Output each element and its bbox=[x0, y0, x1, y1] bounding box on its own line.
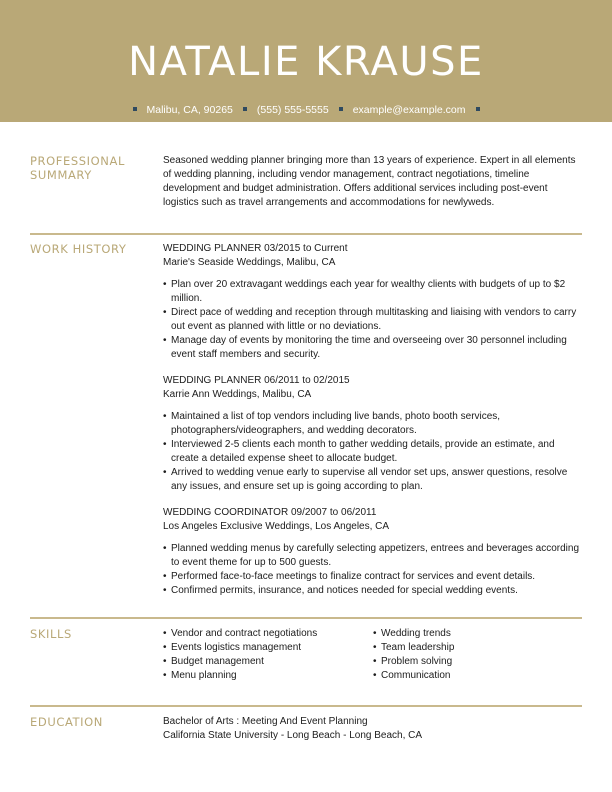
education-label: EDUCATION bbox=[30, 715, 104, 729]
skill-item: • Budget management bbox=[163, 655, 373, 669]
skills-section bbox=[163, 627, 583, 687]
summary-text: Seasoned wedding planner bringing more than 13 years of experience. Expert in all elements of wedding planning, including vendor management, contract negotiations, timeline development and budget administration. Offers additional services including post-event logistics such as travel arrangements and accommodations for newlyweds. bbox=[163, 155, 576, 208]
job-entry bbox=[163, 506, 583, 598]
location-text: Malibu, CA, 90265 bbox=[146, 104, 233, 116]
job-bullet: • Plan over 20 extravagant weddings each year for wealthy clients with budgets of up to $2 million. bbox=[163, 278, 583, 306]
job-company: Los Angeles Exclusive Weddings, Los Angeles, CA bbox=[163, 521, 390, 532]
education-school: California State University - Long Beach - Long Beach, CA bbox=[163, 730, 423, 741]
job-bullet: • Interviewed 2-5 clients each month to gather wedding details, provide an estimate, and create a detailed expense sheet to allocate budget. bbox=[163, 438, 583, 466]
summary-section bbox=[163, 154, 583, 210]
bullet-square-icon bbox=[476, 107, 480, 111]
skills-column-left bbox=[163, 627, 373, 683]
skill-item: • Events logistics management bbox=[163, 641, 373, 655]
job-bullets bbox=[163, 410, 583, 494]
section-divider bbox=[30, 705, 582, 707]
bullet-square-icon bbox=[243, 107, 247, 111]
skills-column-right bbox=[373, 627, 583, 683]
email-text: example@example.com bbox=[352, 104, 466, 116]
job-bullet: • Planned wedding menus by carefully selecting appetizers, entrees and beverages according to event theme for up to 500 guests. bbox=[163, 542, 583, 570]
job-bullet: • Performed face-to-face meetings to finalize contract for services and event details. bbox=[163, 570, 583, 584]
job-title: WEDDING COORDINATOR 09/2007 to 06/2011 bbox=[163, 507, 377, 518]
education-section bbox=[163, 715, 583, 743]
summary-label: PROFESSIONAL SUMMARY bbox=[30, 154, 125, 182]
skill-item: • Problem solving bbox=[373, 655, 583, 669]
skill-item: • Menu planning bbox=[163, 669, 373, 683]
job-bullet: • Direct pace of wedding and reception through multitasking and liaising with vendors to carry out event as planned with little or no deviations. bbox=[163, 306, 583, 334]
bullet-square-icon bbox=[339, 107, 343, 111]
job-bullet: • Arrived to wedding venue early to supervise all vendor set ups, answer questions, resolve any issues, and ensure set up is going according to plan. bbox=[163, 466, 583, 494]
work-history-label: WORK HISTORY bbox=[30, 242, 127, 256]
job-bullet: • Manage day of events by monitoring the time and overseeing over 30 personnel including event staff members and security. bbox=[163, 334, 583, 362]
job-title: WEDDING PLANNER 06/2011 to 02/2015 bbox=[163, 375, 350, 386]
bullet-square-icon bbox=[133, 107, 137, 111]
phone-text: (555) 555-5555 bbox=[256, 104, 329, 116]
section-divider bbox=[30, 617, 582, 619]
skill-item: • Team leadership bbox=[373, 641, 583, 655]
candidate-name: NATALIE KRAUSE bbox=[128, 39, 484, 85]
job-entry bbox=[163, 242, 583, 362]
header-banner bbox=[0, 0, 612, 122]
education-degree: Bachelor of Arts : Meeting And Event Planning bbox=[163, 716, 368, 727]
job-company: Karrie Ann Weddings, Malibu, CA bbox=[163, 389, 312, 400]
skill-item: • Vendor and contract negotiations bbox=[163, 627, 373, 641]
job-entry bbox=[163, 374, 583, 494]
skill-item: • Wedding trends bbox=[373, 627, 583, 641]
job-bullets bbox=[163, 542, 583, 598]
job-company: Marie's Seaside Weddings, Malibu, CA bbox=[163, 257, 336, 268]
job-title: WEDDING PLANNER 03/2015 to Current bbox=[163, 243, 348, 254]
contact-line bbox=[0, 103, 612, 117]
section-divider bbox=[30, 233, 582, 235]
job-bullet: • Maintained a list of top vendors including live bands, photo booth services, photographers/videographers, and wedding decorators. bbox=[163, 410, 583, 438]
skill-item: • Communication bbox=[373, 669, 583, 683]
job-bullet: • Confirmed permits, insurance, and notices needed for special wedding events. bbox=[163, 584, 583, 598]
skills-label: SKILLS bbox=[30, 627, 72, 641]
job-bullets bbox=[163, 278, 583, 362]
